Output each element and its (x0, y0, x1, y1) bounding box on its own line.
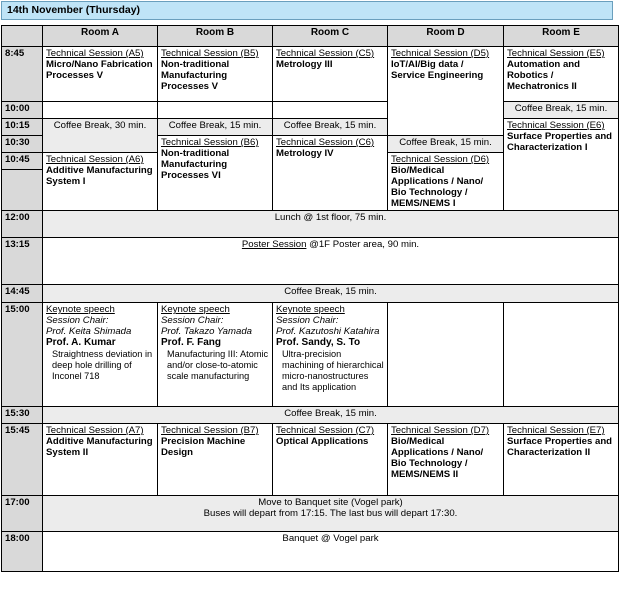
move-to-banquet-row (43, 496, 619, 532)
session-a7-label: Technical Session (A7) (46, 425, 144, 436)
session-a5-title: Micro/Nano Fabrication Processes V (46, 59, 153, 81)
session-b6 (158, 136, 273, 211)
coffee-break-b: Coffee Break, 15 min. (158, 119, 273, 136)
session-d7-title: Bio/Medical Applications / Nano/ Bio Technology / MEMS/NEMS II (391, 436, 484, 480)
coffee-break-e: Coffee Break, 15 min. (504, 102, 619, 119)
session-c7-title: Optical Applications (276, 436, 369, 447)
session-e5-title: Automation and Robotics / Mechatronics II (507, 59, 581, 92)
keynote-c-chair-label: Session Chair: (276, 315, 339, 326)
session-b5-cont (158, 102, 273, 119)
session-a6 (43, 153, 158, 211)
session-e6-title: Surface Properties and Characterization I (507, 131, 613, 153)
coffee-break-a: Coffee Break, 30 min. (43, 119, 158, 153)
session-e5-label: Technical Session (E5) (507, 48, 605, 59)
keynote-b-talk: Manufacturing III: Atomic and/or close-to-atomic scale manufacturing (167, 349, 269, 381)
session-e6-label: Technical Session (E6) (507, 120, 605, 131)
day-banner: 14th November (Thursday) (1, 1, 613, 20)
keynote-a (43, 303, 158, 407)
session-e6 (504, 119, 619, 211)
poster-session-location: @1F Poster area, 90 min. (306, 239, 420, 250)
session-b5-label: Technical Session (B5) (161, 48, 259, 59)
session-c5-cont (273, 102, 388, 119)
keynote-c-chair: Prof. Kazutoshi Katahira (276, 326, 380, 337)
coffee-break-d: Coffee Break, 15 min. (388, 136, 504, 153)
session-b7 (158, 424, 273, 496)
room-d-header: Room D (388, 26, 504, 47)
session-a6-title: Additive Manufacturing System I (46, 165, 153, 187)
time-1000: 10:00 (2, 102, 43, 119)
keynote-e-empty (504, 303, 619, 407)
keynote-b-chair-label: Session Chair: (161, 315, 224, 326)
session-c5-title: Metrology III (276, 59, 333, 70)
banquet-row: Banquet @ Vogel park (43, 532, 619, 572)
session-d5-label: Technical Session (D5) (391, 48, 490, 59)
keynote-a-chair-label: Session Chair: (46, 315, 109, 326)
keynote-c-label: Keynote speech (276, 304, 345, 315)
session-d7 (388, 424, 504, 496)
time-1015: 10:15 (2, 119, 43, 136)
session-c7 (273, 424, 388, 496)
keynote-d-empty (388, 303, 504, 407)
session-b5-title: Non-traditional Manufacturing Processes V (161, 59, 230, 92)
time-1030: 10:30 (2, 136, 43, 153)
session-c6 (273, 136, 388, 211)
room-e-header: Room E (504, 26, 619, 47)
time-0845: 8:45 (2, 47, 43, 102)
session-a6-label: Technical Session (A6) (46, 154, 144, 165)
session-c6-title: Metrology IV (276, 148, 334, 159)
session-a5 (43, 47, 158, 102)
session-d5 (388, 47, 504, 136)
session-a7 (43, 424, 158, 496)
keynote-b (158, 303, 273, 407)
keynote-a-speaker: Prof. A. Kumar (46, 337, 116, 348)
session-b6-title: Non-traditional Manufacturing Processes VI (161, 148, 230, 181)
keynote-a-chair: Prof. Keita Shimada (46, 326, 132, 337)
keynote-b-speaker: Prof. F. Fang (161, 337, 221, 348)
session-a5-cont (43, 102, 158, 119)
time-1500: 15:00 (2, 303, 43, 407)
time-1315: 13:15 (2, 238, 43, 285)
keynote-a-talk: Straightness deviation in deep hole drilling of Inconel 718 (52, 349, 153, 381)
room-c-header: Room C (273, 26, 388, 47)
move-line-2: Buses will depart from 17:15. The last bus will depart 17:30. (203, 508, 458, 519)
session-d5-title: IoT/AI/Big data / Service Engineering (391, 59, 484, 81)
keynote-b-chair: Prof. Takazo Yamada (161, 326, 253, 337)
room-a-header: Room A (43, 26, 158, 47)
session-d6 (388, 153, 504, 211)
schedule-table (1, 25, 619, 572)
room-b-header: Room B (158, 26, 273, 47)
session-b7-title: Precision Machine Design (161, 436, 246, 458)
time-1445: 14:45 (2, 285, 43, 303)
keynote-a-label: Keynote speech (46, 304, 115, 315)
session-e5 (504, 47, 619, 102)
time-1045: 10:45 (2, 153, 43, 170)
session-b7-label: Technical Session (B7) (161, 425, 259, 436)
session-b5 (158, 47, 273, 102)
time-1530: 15:30 (2, 407, 43, 424)
session-c5-label: Technical Session (C5) (276, 48, 375, 59)
poster-row (43, 238, 619, 285)
session-c5 (273, 47, 388, 102)
keynote-c-talk: Ultra-precision machining of hierarchical micro-nanostructures and Its application (282, 349, 384, 392)
time-1045-cont (2, 170, 43, 211)
session-d6-title: Bio/Medical Applications / Nano/ Bio Technology / MEMS/NEMS I (391, 165, 484, 209)
coffee-break-c: Coffee Break, 15 min. (273, 119, 388, 136)
corner-cell (2, 26, 43, 47)
time-1700: 17:00 (2, 496, 43, 532)
time-1200: 12:00 (2, 211, 43, 238)
coffee-break-1530: Coffee Break, 15 min. (43, 407, 619, 424)
coffee-break-1445: Coffee Break, 15 min. (43, 285, 619, 303)
poster-session-link[interactable]: Poster Session (241, 239, 307, 250)
lunch-row: Lunch @ 1st floor, 75 min. (43, 211, 619, 238)
session-c7-label: Technical Session (C7) (276, 425, 375, 436)
session-e7 (504, 424, 619, 496)
session-d7-label: Technical Session (D7) (391, 425, 490, 436)
session-c6-label: Technical Session (C6) (276, 137, 375, 148)
keynote-c-speaker: Prof. Sandy, S. To (276, 337, 361, 348)
time-1545: 15:45 (2, 424, 43, 496)
session-a7-title: Additive Manufacturing System II (46, 436, 153, 458)
session-a5-label: Technical Session (A5) (46, 48, 144, 59)
session-e7-label: Technical Session (E7) (507, 425, 605, 436)
move-line-1: Move to Banquet site (Vogel park) (258, 497, 403, 508)
session-b6-label: Technical Session (B6) (161, 137, 259, 148)
session-e7-title: Surface Properties and Characterization II (507, 436, 613, 458)
time-1800: 18:00 (2, 532, 43, 572)
session-d6-label: Technical Session (D6) (391, 154, 490, 165)
keynote-b-label: Keynote speech (161, 304, 230, 315)
keynote-c (273, 303, 388, 407)
